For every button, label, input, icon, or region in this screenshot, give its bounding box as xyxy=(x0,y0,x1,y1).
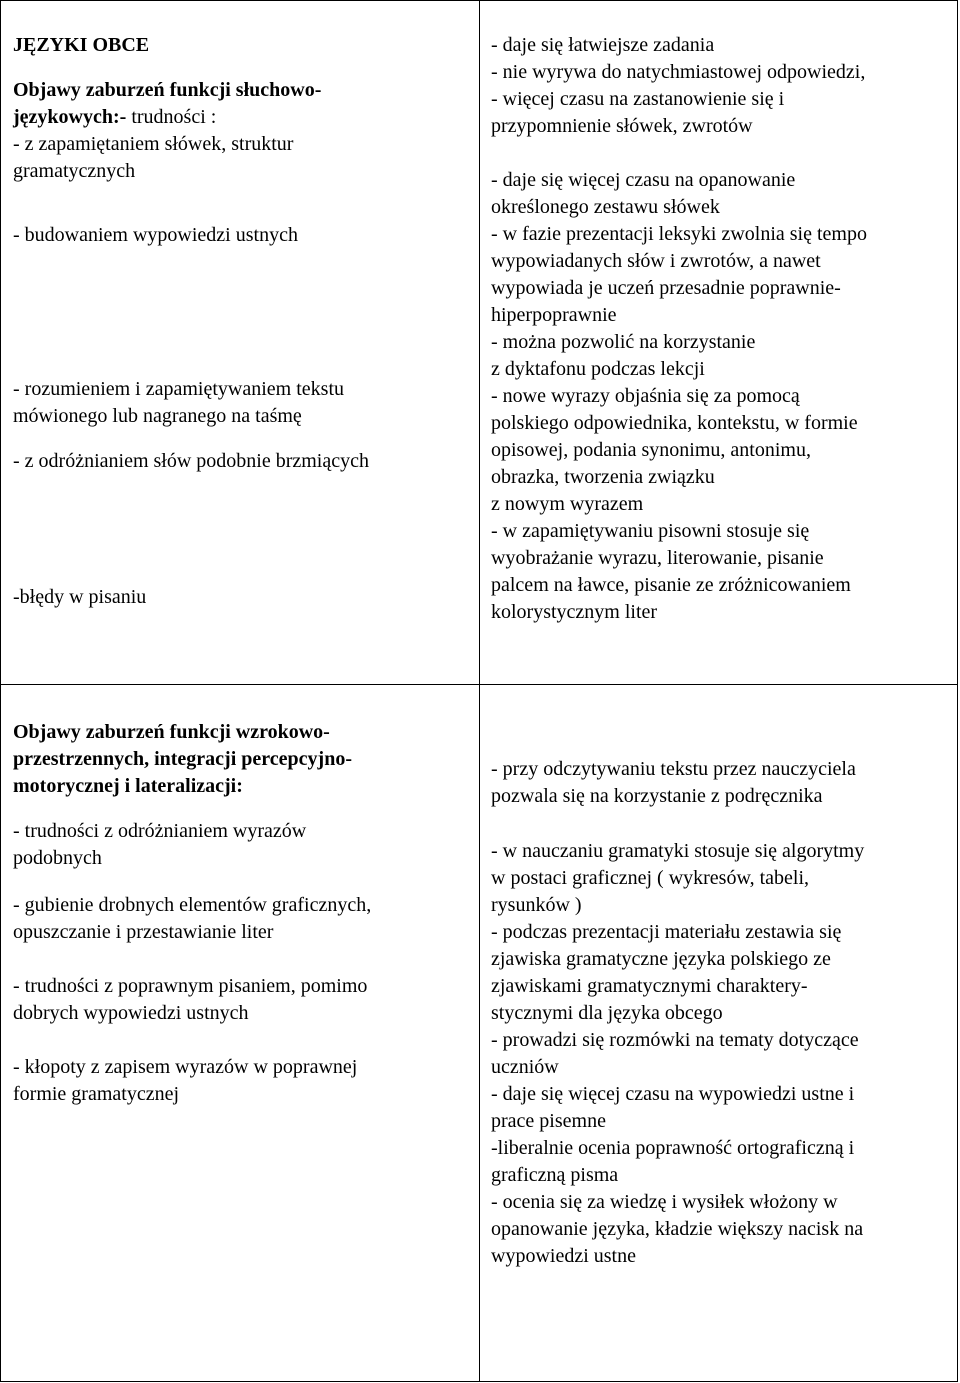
symptoms-heading-line-1: Objawy zaburzeń funkcji słuchowo- xyxy=(13,79,322,101)
recommendation-line: - nowe wyrazy objaśnia się za pomocą xyxy=(491,385,800,407)
recommendation-line: z nowym wyrazem xyxy=(491,493,644,515)
recommendation-line: hiperpoprawnie xyxy=(491,304,617,326)
symptoms-heading-line: motorycznej i lateralizacji: xyxy=(13,775,243,797)
recommendation-line: kolorystycznym liter xyxy=(491,601,658,623)
symptoms-heading-bold: językowych:- xyxy=(13,106,127,128)
recommendation-line: - nie wyrywa do natychmiastowej odpowiedzi, xyxy=(491,61,866,83)
symptom-line: - trudności z odróżnianiem wyrazów xyxy=(13,820,307,842)
symptom-line: formie gramatycznej xyxy=(13,1083,180,1105)
symptoms-heading-line: Objawy zaburzeń funkcji wzrokowo- xyxy=(13,721,330,743)
recommendation-line: - prowadzi się rozmówki na tematy dotyczące xyxy=(491,1029,859,1051)
recommendation-line: obrazka, tworzenia związku xyxy=(491,466,715,488)
cell-bottom-right xyxy=(491,685,951,1382)
recommendation-line: z dyktafonu podczas lekcji xyxy=(491,358,705,380)
symptoms-heading-rest: trudności : xyxy=(126,106,217,128)
recommendation-line: - daje się łatwiejsze zadania xyxy=(491,34,715,56)
cell-top-right xyxy=(491,0,951,684)
section-heading: JĘZYKI OBCE xyxy=(13,34,150,56)
recommendation-line: przypomnienie słówek, zwrotów xyxy=(491,115,753,137)
symptoms-heading-line: przestrzennych, integracji percepcyjno- xyxy=(13,748,352,770)
column-divider-bottom xyxy=(479,685,480,1382)
recommendation-line: wypowiadanych słów i zwrotów, a nawet xyxy=(491,250,821,272)
recommendation-line: zjawiskami gramatycznymi charaktery- xyxy=(491,975,808,997)
recommendation-line: w postaci graficznej ( wykresów, tabeli, xyxy=(491,867,810,889)
symptom-line: dobrych wypowiedzi ustnych xyxy=(13,1002,249,1024)
cell-bottom-left xyxy=(13,685,473,1382)
recommendation-line: prace pisemne xyxy=(491,1110,606,1132)
symptom-line: gramatycznych xyxy=(13,160,136,182)
recommendation-line: - daje się więcej czasu na opanowanie xyxy=(491,169,796,191)
recommendation-line: - w zapamiętywaniu pisowni stosuje się xyxy=(491,520,810,542)
recommendation-line: uczniów xyxy=(491,1056,559,1078)
symptom-line: - rozumieniem i zapamiętywaniem tekstu xyxy=(13,378,344,400)
recommendation-line: stycznymi dla języka obcego xyxy=(491,1002,723,1024)
recommendation-line: rysunków ) xyxy=(491,894,582,916)
recommendation-line: - można pozwolić na korzystanie xyxy=(491,331,756,353)
symptom-line: - z zapamiętaniem słówek, struktur xyxy=(13,133,294,155)
recommendation-line: opanowanie języka, kładzie większy nacisk na xyxy=(491,1218,864,1240)
recommendation-line: pozwala się na korzystanie z podręcznika xyxy=(491,785,823,807)
cell-top-left xyxy=(13,0,473,684)
recommendation-line: graficzną pisma xyxy=(491,1164,619,1186)
recommendation-line: -liberalnie ocenia poprawność ortograficzną i xyxy=(491,1137,855,1159)
recommendation-line: wypowiada je uczeń przesadnie poprawnie- xyxy=(491,277,841,299)
symptom-line: -błędy w pisaniu xyxy=(13,586,147,608)
symptom-line: - budowaniem wypowiedzi ustnych xyxy=(13,224,298,246)
recommendation-line: opisowej, podania synonimu, antonimu, xyxy=(491,439,811,461)
symptom-line: - trudności z poprawnym pisaniem, pomimo xyxy=(13,975,368,997)
recommendation-line: - przy odczytywaniu tekstu przez nauczyciela xyxy=(491,758,856,780)
recommendation-line: zjawiska gramatyczne języka polskiego ze xyxy=(491,948,831,970)
recommendation-line: wypowiedzi ustne xyxy=(491,1245,636,1267)
recommendation-line: polskiego odpowiednika, kontekstu, w formie xyxy=(491,412,858,434)
recommendation-line: określonego zestawu słówek xyxy=(491,196,720,218)
recommendation-line: - ocenia się za wiedzę i wysiłek włożony w xyxy=(491,1191,838,1213)
recommendation-line: - podczas prezentacji materiału zestawia się xyxy=(491,921,842,943)
recommendation-line: palcem na ławce, pisanie ze zróżnicowaniem xyxy=(491,574,851,596)
symptom-line: - gubienie drobnych elementów graficznych, xyxy=(13,894,372,916)
symptom-line: - z odróżnianiem słów podobnie brzmiących xyxy=(13,450,369,472)
recommendation-line: - w nauczaniu gramatyki stosuje się algorytmy xyxy=(491,840,865,862)
column-divider-top xyxy=(479,0,480,685)
symptom-line: podobnych xyxy=(13,847,102,869)
recommendation-line: - więcej czasu na zastanowienie się i xyxy=(491,88,785,110)
recommendation-line: - w fazie prezentacji leksyki zwolnia się tempo xyxy=(491,223,867,245)
symptom-line: - kłopoty z zapisem wyrazów w poprawnej xyxy=(13,1056,358,1078)
symptom-line: mówionego lub nagranego na taśmę xyxy=(13,405,302,427)
recommendation-line: wyobrażanie wyrazu, literowanie, pisanie xyxy=(491,547,824,569)
recommendation-line: - daje się więcej czasu na wypowiedzi ustne i xyxy=(491,1083,855,1105)
symptom-line: opuszczanie i przestawianie liter xyxy=(13,921,274,943)
symptoms-heading-line-2 xyxy=(13,104,216,131)
